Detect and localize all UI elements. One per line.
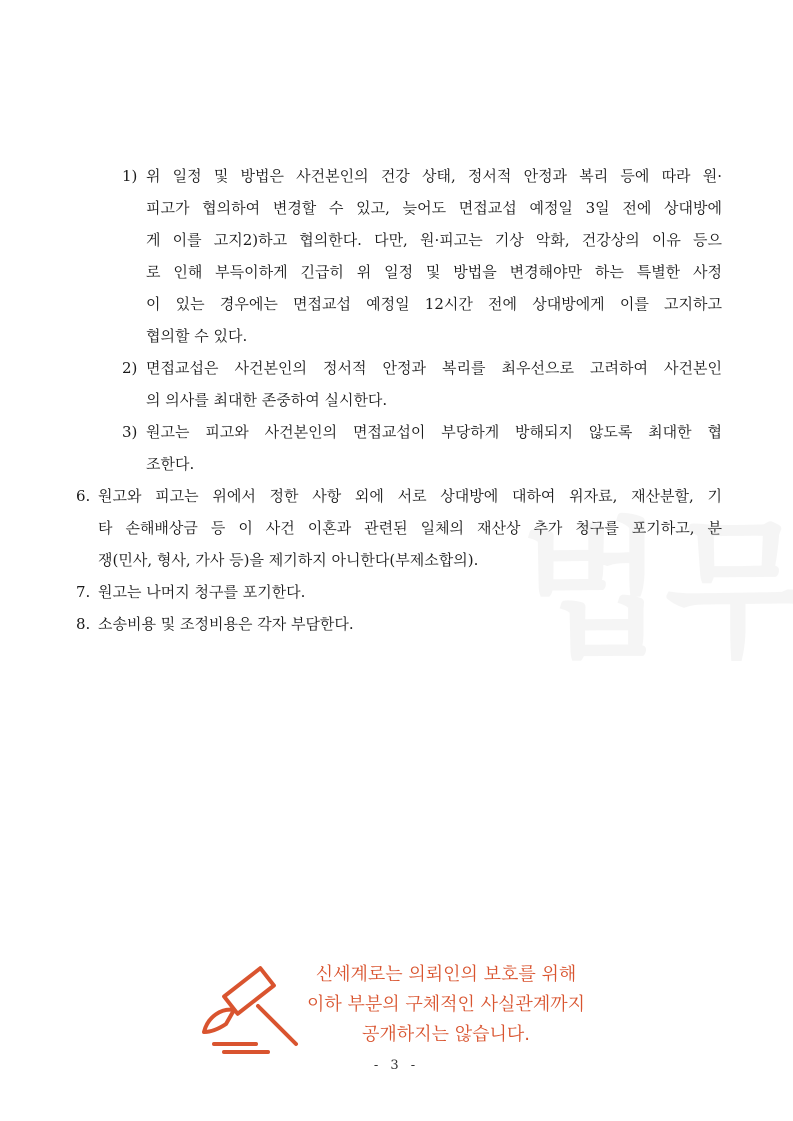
- text-line: 로 인해 부득이하게 긴급히 위 일정 및 방법을 변경해야만 하는 특별한 사정: [146, 263, 722, 281]
- notice-line: 이하 부분의 구체적인 사실관계까지: [307, 994, 585, 1015]
- sub-item-1: [76, 160, 722, 352]
- main-item-6: [76, 480, 722, 576]
- text-line: 위 일정 및 방법은 사건본인의 건강 상태, 정서적 안정과 복리 등에 따라 원·: [146, 167, 722, 185]
- text-line: 쟁(민사, 형사, 가사 등)을 제기하지 아니한다(부제소합의).: [98, 551, 479, 569]
- notice-line: 공개하지는 않습니다.: [362, 1024, 530, 1045]
- item-number: 7.: [76, 583, 91, 601]
- main-item-8: [76, 608, 722, 640]
- text-line: 타 손해배상금 등 이 사건 이혼과 관련된 일체의 재산상 추가 청구를 포기하고, 분: [98, 519, 722, 537]
- text-line: 협의할 수 있다.: [146, 327, 248, 345]
- text-line: 소송비용 및 조정비용은 각자 부담한다.: [98, 615, 354, 633]
- text-line: 원고는 피고와 사건본인의 면접교섭이 부당하게 방해되지 않도록 최대한 협: [146, 423, 722, 441]
- sub-item-2: [76, 352, 722, 416]
- text-line: 원고와 피고는 위에서 정한 사항 외에 서로 상대방에 대하여 위자료, 재산분할, 기: [98, 487, 722, 505]
- sub-item-3: [76, 416, 722, 480]
- item-number: 6.: [76, 487, 91, 505]
- notice-line: 신세계로는 의뢰인의 보호를 위해: [315, 964, 577, 985]
- item-number: 1): [122, 167, 138, 185]
- gavel-icon: [196, 966, 304, 1054]
- main-item-7: [76, 576, 722, 608]
- text-line: 이 있는 경우에는 면접교섭 예정일 12시간 전에 상대방에게 이를 고지하고: [146, 295, 722, 313]
- text-line: 피고가 협의하여 변경할 수 있고, 늦어도 면접교섭 예정일 3일 전에 상대방에: [146, 199, 722, 217]
- item-number: 8.: [76, 615, 91, 633]
- text-line: 면접교섭은 사건본인의 정서적 안정과 복리를 최우선으로 고려하여 사건본인: [146, 359, 722, 377]
- text-line: 게 이를 고지2)하고 협의한다. 다만, 원·피고는 기상 악화, 건강상의 이유 등으: [146, 231, 722, 249]
- item-number: 3): [122, 423, 138, 441]
- item-number: 2): [122, 359, 138, 377]
- text-line: 조한다.: [146, 455, 195, 473]
- text-line: 의 의사를 최대한 존중하여 실시한다.: [146, 391, 388, 409]
- text-line: 원고는 나머지 청구를 포기한다.: [98, 583, 306, 601]
- confidentiality-notice: [196, 960, 616, 1056]
- page-number: - 3 -: [373, 1058, 420, 1073]
- document-body: [76, 160, 722, 640]
